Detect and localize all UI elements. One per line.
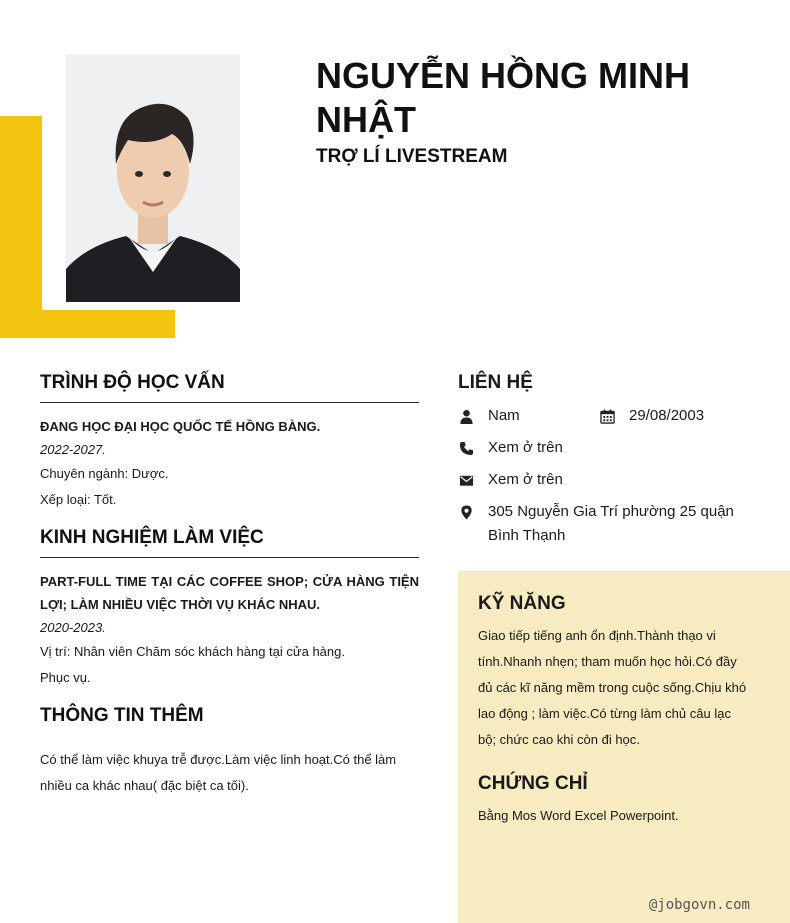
accent-bar-vertical (0, 116, 42, 338)
contact-email (458, 468, 563, 492)
certificates-text: Bằng Mos Word Excel Powerpoint. (478, 808, 679, 823)
education-title: TRÌNH ĐỘ HỌC VẤN (40, 372, 419, 403)
contact-phone (458, 436, 563, 460)
phone-value: Xem ở trên (488, 439, 563, 456)
address-value: 305 Nguyễn Gia Trí phường 25 quận Bình Thạnh (488, 503, 734, 544)
job-title: TRỢ LÍ LIVESTREAM (316, 146, 508, 167)
education-major: Chuyên ngành: Dược. (40, 466, 169, 481)
education-entry-title: ĐANG HỌC ĐẠI HỌC QUỐC TẾ HỒNG BÀNG. (40, 419, 321, 434)
location-icon (458, 500, 474, 524)
experience-position: Vị trí: Nhân viên Chăm sóc khách hàng tại cửa hàng. (40, 644, 345, 659)
certificates-title: CHỨNG CHỈ (478, 773, 588, 794)
skills-title: KỸ NĂNG (478, 593, 566, 614)
experience-entry-title: PART-FULL TIME TẠI CÁC COFFEE SHOP; CỬA HÀNG TIỆN LỢI; LÀM NHIỀU VIỆC THỜI VỤ KHÁC NHAU. (40, 574, 419, 612)
education-date: 2022-2027. (40, 442, 106, 457)
contact-birthday (599, 404, 704, 428)
skills-text: Giao tiếp tiếng anh ổn định.Thành thạo vi tính.Nhanh nhẹn; tham muốn học hỏi.Có đầy đủ các kĩ năng mềm trong cuộc sống.Chịu khó lao động ; làm việc.Có từng làm chủ câu lạc bộ; chức cao khi còn đi học. (478, 628, 747, 747)
experience-duty: Phục vụ. (40, 670, 91, 685)
contact-title: LIÊN HỆ (458, 372, 533, 393)
email-value: Xem ở trên (488, 471, 563, 488)
education-grade: Xếp loại: Tốt. (40, 492, 117, 507)
birthday-value: 29/08/2003 (629, 407, 705, 424)
phone-icon (458, 436, 474, 460)
additional-text: Có thể làm việc khuya trễ được.Làm việc linh hoạt.Có thể làm nhiều ca khác nhau( đặc biệt ca tối). (40, 752, 397, 793)
portrait-illustration (66, 54, 240, 302)
profile-photo (66, 54, 240, 302)
calendar-icon (599, 404, 615, 428)
skills-panel (458, 571, 790, 923)
left-column (40, 372, 419, 799)
contact-gender (458, 404, 520, 428)
email-icon (458, 468, 474, 492)
accent-bar-horizontal (0, 310, 175, 338)
contact-section (458, 372, 768, 402)
experience-title: KINH NGHIỆM LÀM VIỆC (40, 527, 419, 558)
contact-address (458, 500, 758, 548)
person-icon (458, 404, 474, 428)
additional-title: THÔNG TIN THÊM (40, 705, 204, 726)
candidate-name: NGUYỄN HỒNG MINH NHẬT (316, 55, 691, 140)
watermark: @jobgovn.com (648, 897, 750, 913)
experience-date: 2020-2023. (40, 620, 106, 635)
gender-value: Nam (488, 407, 520, 424)
